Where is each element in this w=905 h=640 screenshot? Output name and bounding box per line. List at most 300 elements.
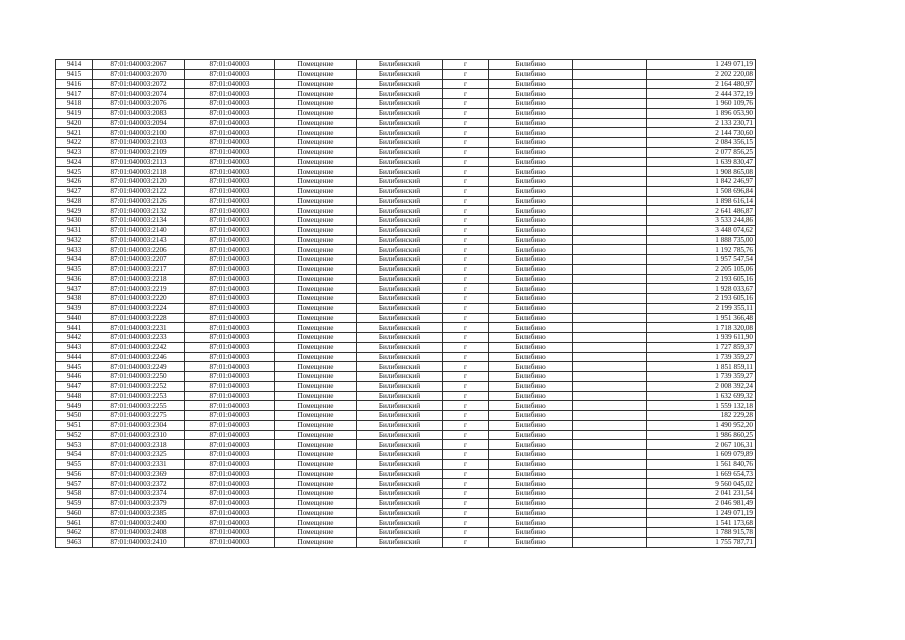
object-type: Помещение (275, 459, 357, 469)
cadastral-value: 1 939 611,90 (647, 333, 756, 343)
empty-cell (573, 216, 647, 226)
cadastral-block: 87:01:040003 (185, 284, 275, 294)
object-type: Помещение (275, 264, 357, 274)
empty-cell (573, 362, 647, 372)
district-name: Билибинский (357, 284, 443, 294)
cadastral-block: 87:01:040003 (185, 342, 275, 352)
object-type: Помещение (275, 498, 357, 508)
cadastral-value: 182 229,28 (647, 411, 756, 421)
empty-cell (573, 79, 647, 89)
cadastral-block: 87:01:040003 (185, 118, 275, 128)
empty-cell (573, 274, 647, 284)
settlement-name: Билибино (489, 498, 573, 508)
cadastral-value: 1 960 109,76 (647, 99, 756, 109)
district-name: Билибинский (357, 99, 443, 109)
cadastral-block: 87:01:040003 (185, 479, 275, 489)
cadastral-block: 87:01:040003 (185, 60, 275, 70)
empty-cell (573, 537, 647, 547)
object-type: Помещение (275, 177, 357, 187)
cadastral-value: 1 842 246,97 (647, 177, 756, 187)
settlement-name: Билибино (489, 89, 573, 99)
cadastral-value: 1 739 359,27 (647, 372, 756, 382)
settlement-type: г (443, 60, 489, 70)
table-row (56, 391, 756, 401)
settlement-type: г (443, 323, 489, 333)
row-number: 9427 (56, 186, 93, 196)
settlement-name: Билибино (489, 372, 573, 382)
row-number: 9447 (56, 381, 93, 391)
cadastral-number: 87:01:040003:2067 (93, 60, 185, 70)
empty-cell (573, 528, 647, 538)
row-number: 9416 (56, 79, 93, 89)
table-row (56, 323, 756, 333)
empty-cell (573, 157, 647, 167)
row-number: 9456 (56, 469, 93, 479)
district-name: Билибинский (357, 537, 443, 547)
cadastral-block: 87:01:040003 (185, 352, 275, 362)
empty-cell (573, 323, 647, 333)
cadastral-block: 87:01:040003 (185, 157, 275, 167)
object-type: Помещение (275, 69, 357, 79)
settlement-type: г (443, 411, 489, 421)
cadastral-number: 87:01:040003:2325 (93, 450, 185, 460)
cadastral-value: 1 609 079,89 (647, 450, 756, 460)
settlement-type: г (443, 537, 489, 547)
cadastral-block: 87:01:040003 (185, 323, 275, 333)
settlement-name: Билибино (489, 79, 573, 89)
row-number: 9419 (56, 108, 93, 118)
row-number: 9460 (56, 508, 93, 518)
empty-cell (573, 69, 647, 79)
table-row (56, 352, 756, 362)
district-name: Билибинский (357, 450, 443, 460)
district-name: Билибинский (357, 420, 443, 430)
table-row (56, 381, 756, 391)
cadastral-number: 87:01:040003:2103 (93, 138, 185, 148)
cadastral-number: 87:01:040003:2255 (93, 401, 185, 411)
settlement-name: Билибино (489, 186, 573, 196)
row-number: 9451 (56, 420, 93, 430)
empty-cell (573, 235, 647, 245)
object-type: Помещение (275, 186, 357, 196)
cadastral-block: 87:01:040003 (185, 401, 275, 411)
district-name: Билибинский (357, 391, 443, 401)
settlement-name: Билибино (489, 479, 573, 489)
cadastral-block: 87:01:040003 (185, 108, 275, 118)
settlement-name: Билибино (489, 69, 573, 79)
cadastral-value: 1 718 320,08 (647, 323, 756, 333)
cadastral-value: 1 888 735,00 (647, 235, 756, 245)
row-number: 9425 (56, 167, 93, 177)
district-name: Билибинский (357, 372, 443, 382)
cadastral-number: 87:01:040003:2070 (93, 69, 185, 79)
empty-cell (573, 206, 647, 216)
settlement-type: г (443, 450, 489, 460)
cadastral-number: 87:01:040003:2074 (93, 89, 185, 99)
district-name: Билибинский (357, 323, 443, 333)
cadastral-value: 2 164 480,97 (647, 79, 756, 89)
empty-cell (573, 245, 647, 255)
row-number: 9458 (56, 489, 93, 499)
cadastral-value: 1 788 915,78 (647, 528, 756, 538)
cadastral-number: 87:01:040003:2231 (93, 323, 185, 333)
cadastral-value: 1 249 071,19 (647, 60, 756, 70)
settlement-type: г (443, 99, 489, 109)
cadastral-block: 87:01:040003 (185, 294, 275, 304)
cadastral-block: 87:01:040003 (185, 177, 275, 187)
cadastral-number: 87:01:040003:2242 (93, 342, 185, 352)
cadastral-block: 87:01:040003 (185, 79, 275, 89)
cadastral-block: 87:01:040003 (185, 459, 275, 469)
row-number: 9426 (56, 177, 93, 187)
cadastral-value: 2 193 605,16 (647, 294, 756, 304)
settlement-type: г (443, 167, 489, 177)
row-number: 9446 (56, 372, 93, 382)
settlement-name: Билибино (489, 157, 573, 167)
cadastral-number: 87:01:040003:2228 (93, 313, 185, 323)
district-name: Билибинский (357, 498, 443, 508)
row-number: 9461 (56, 518, 93, 528)
object-type: Помещение (275, 372, 357, 382)
cadastral-number: 87:01:040003:2083 (93, 108, 185, 118)
settlement-name: Билибино (489, 138, 573, 148)
cadastral-value: 1 249 071,19 (647, 508, 756, 518)
row-number: 9421 (56, 128, 93, 138)
settlement-type: г (443, 459, 489, 469)
table-row (56, 138, 756, 148)
settlement-type: г (443, 420, 489, 430)
empty-cell (573, 518, 647, 528)
row-number: 9445 (56, 362, 93, 372)
object-type: Помещение (275, 450, 357, 460)
cadastral-number: 87:01:040003:2385 (93, 508, 185, 518)
empty-cell (573, 381, 647, 391)
cadastral-block: 87:01:040003 (185, 508, 275, 518)
cadastral-value: 2 133 230,71 (647, 118, 756, 128)
cadastral-value: 1 851 859,11 (647, 362, 756, 372)
settlement-type: г (443, 147, 489, 157)
district-name: Билибинский (357, 69, 443, 79)
settlement-type: г (443, 294, 489, 304)
table-body (56, 60, 756, 548)
table-row (56, 255, 756, 265)
cadastral-value: 2 193 605,16 (647, 274, 756, 284)
row-number: 9455 (56, 459, 93, 469)
empty-cell (573, 264, 647, 274)
object-type: Помещение (275, 79, 357, 89)
cadastral-number: 87:01:040003:2072 (93, 79, 185, 89)
cadastral-block: 87:01:040003 (185, 147, 275, 157)
empty-cell (573, 498, 647, 508)
table-row (56, 245, 756, 255)
table-row (56, 186, 756, 196)
table-row (56, 459, 756, 469)
row-number: 9429 (56, 206, 93, 216)
object-type: Помещение (275, 508, 357, 518)
cadastral-block: 87:01:040003 (185, 255, 275, 265)
table-row (56, 430, 756, 440)
settlement-type: г (443, 138, 489, 148)
cadastral-block: 87:01:040003 (185, 362, 275, 372)
row-number: 9440 (56, 313, 93, 323)
settlement-name: Билибино (489, 118, 573, 128)
empty-cell (573, 469, 647, 479)
settlement-type: г (443, 89, 489, 99)
object-type: Помещение (275, 206, 357, 216)
settlement-name: Билибино (489, 381, 573, 391)
table-row (56, 528, 756, 538)
table-row (56, 69, 756, 79)
settlement-type: г (443, 342, 489, 352)
cadastral-block: 87:01:040003 (185, 216, 275, 226)
district-name: Билибинский (357, 167, 443, 177)
cadastral-number: 87:01:040003:2113 (93, 157, 185, 167)
settlement-name: Билибино (489, 255, 573, 265)
table-row (56, 518, 756, 528)
object-type: Помещение (275, 391, 357, 401)
table-row (56, 508, 756, 518)
district-name: Билибинский (357, 206, 443, 216)
table-row (56, 450, 756, 460)
object-type: Помещение (275, 147, 357, 157)
row-number: 9444 (56, 352, 93, 362)
settlement-name: Билибино (489, 284, 573, 294)
district-name: Билибинский (357, 225, 443, 235)
row-number: 9457 (56, 479, 93, 489)
cadastral-number: 87:01:040003:2120 (93, 177, 185, 187)
empty-cell (573, 333, 647, 343)
empty-cell (573, 99, 647, 109)
cadastral-value: 1 898 616,14 (647, 196, 756, 206)
cadastral-block: 87:01:040003 (185, 167, 275, 177)
empty-cell (573, 294, 647, 304)
cadastral-number: 87:01:040003:2246 (93, 352, 185, 362)
row-number: 9463 (56, 537, 93, 547)
district-name: Билибинский (357, 128, 443, 138)
cadastral-block: 87:01:040003 (185, 498, 275, 508)
table-row (56, 420, 756, 430)
cadastral-block: 87:01:040003 (185, 313, 275, 323)
cadastral-block: 87:01:040003 (185, 235, 275, 245)
district-name: Билибинский (357, 333, 443, 343)
settlement-type: г (443, 284, 489, 294)
cadastral-block: 87:01:040003 (185, 528, 275, 538)
object-type: Помещение (275, 108, 357, 118)
row-number: 9450 (56, 411, 93, 421)
district-name: Билибинский (357, 274, 443, 284)
district-name: Билибинский (357, 508, 443, 518)
district-name: Билибинский (357, 469, 443, 479)
table-row (56, 60, 756, 70)
row-number: 9431 (56, 225, 93, 235)
cadastral-block: 87:01:040003 (185, 245, 275, 255)
empty-cell (573, 303, 647, 313)
settlement-type: г (443, 206, 489, 216)
settlement-name: Билибино (489, 264, 573, 274)
object-type: Помещение (275, 60, 357, 70)
cadastral-block: 87:01:040003 (185, 264, 275, 274)
settlement-name: Билибино (489, 225, 573, 235)
district-name: Билибинский (357, 79, 443, 89)
settlement-type: г (443, 333, 489, 343)
cadastral-number: 87:01:040003:2100 (93, 128, 185, 138)
cadastral-number: 87:01:040003:2220 (93, 294, 185, 304)
settlement-name: Билибино (489, 128, 573, 138)
settlement-type: г (443, 264, 489, 274)
table-row (56, 157, 756, 167)
cadastral-number: 87:01:040003:2076 (93, 99, 185, 109)
settlement-name: Билибино (489, 274, 573, 284)
object-type: Помещение (275, 167, 357, 177)
cadastral-block: 87:01:040003 (185, 469, 275, 479)
cadastral-value: 1 755 787,71 (647, 537, 756, 547)
table-row (56, 440, 756, 450)
settlement-type: г (443, 245, 489, 255)
table-row (56, 479, 756, 489)
settlement-type: г (443, 108, 489, 118)
district-name: Билибинский (357, 118, 443, 128)
district-name: Билибинский (357, 528, 443, 538)
district-name: Билибинский (357, 362, 443, 372)
district-name: Билибинский (357, 459, 443, 469)
district-name: Билибинский (357, 177, 443, 187)
cadastral-number: 87:01:040003:2219 (93, 284, 185, 294)
table-row (56, 99, 756, 109)
row-number: 9418 (56, 99, 93, 109)
cadastral-block: 87:01:040003 (185, 186, 275, 196)
district-name: Билибинский (357, 313, 443, 323)
settlement-name: Билибино (489, 528, 573, 538)
settlement-name: Билибино (489, 245, 573, 255)
settlement-type: г (443, 440, 489, 450)
table-row (56, 313, 756, 323)
empty-cell (573, 508, 647, 518)
settlement-name: Билибино (489, 167, 573, 177)
district-name: Билибинский (357, 381, 443, 391)
cadastral-block: 87:01:040003 (185, 430, 275, 440)
cadastral-block: 87:01:040003 (185, 440, 275, 450)
table-row (56, 225, 756, 235)
row-number: 9415 (56, 69, 93, 79)
object-type: Помещение (275, 528, 357, 538)
empty-cell (573, 459, 647, 469)
object-type: Помещение (275, 157, 357, 167)
settlement-name: Билибино (489, 352, 573, 362)
settlement-name: Билибино (489, 518, 573, 528)
object-type: Помещение (275, 128, 357, 138)
cadastral-number: 87:01:040003:2094 (93, 118, 185, 128)
empty-cell (573, 255, 647, 265)
cadastral-value: 1 639 830,47 (647, 157, 756, 167)
district-name: Билибинский (357, 411, 443, 421)
settlement-type: г (443, 196, 489, 206)
settlement-name: Билибино (489, 196, 573, 206)
cadastral-number: 87:01:040003:2224 (93, 303, 185, 313)
table-row (56, 411, 756, 421)
row-number: 9437 (56, 284, 93, 294)
cadastral-block: 87:01:040003 (185, 206, 275, 216)
settlement-type: г (443, 372, 489, 382)
settlement-type: г (443, 157, 489, 167)
district-name: Билибинский (357, 245, 443, 255)
object-type: Помещение (275, 245, 357, 255)
district-name: Билибинский (357, 147, 443, 157)
district-name: Билибинский (357, 89, 443, 99)
row-number: 9442 (56, 333, 93, 343)
empty-cell (573, 411, 647, 421)
settlement-name: Билибино (489, 294, 573, 304)
cadastral-block: 87:01:040003 (185, 518, 275, 528)
object-type: Помещение (275, 284, 357, 294)
settlement-name: Билибино (489, 216, 573, 226)
cadastral-number: 87:01:040003:2218 (93, 274, 185, 284)
district-name: Билибинский (357, 196, 443, 206)
settlement-name: Билибино (489, 177, 573, 187)
cadastral-number: 87:01:040003:2372 (93, 479, 185, 489)
settlement-name: Билибино (489, 303, 573, 313)
settlement-name: Билибино (489, 440, 573, 450)
district-name: Билибинский (357, 186, 443, 196)
settlement-name: Билибино (489, 362, 573, 372)
empty-cell (573, 391, 647, 401)
empty-cell (573, 167, 647, 177)
cadastral-block: 87:01:040003 (185, 381, 275, 391)
object-type: Помещение (275, 235, 357, 245)
registry-table (55, 59, 756, 548)
settlement-name: Билибино (489, 108, 573, 118)
cadastral-number: 87:01:040003:2310 (93, 430, 185, 440)
cadastral-block: 87:01:040003 (185, 537, 275, 547)
table-row (56, 284, 756, 294)
table-row (56, 89, 756, 99)
cadastral-value: 1 896 053,90 (647, 108, 756, 118)
settlement-name: Билибино (489, 342, 573, 352)
cadastral-value: 1 508 696,84 (647, 186, 756, 196)
cadastral-value: 1 928 033,67 (647, 284, 756, 294)
district-name: Билибинский (357, 479, 443, 489)
cadastral-value: 2 205 105,06 (647, 264, 756, 274)
cadastral-value: 1 561 840,76 (647, 459, 756, 469)
settlement-type: г (443, 303, 489, 313)
district-name: Билибинский (357, 108, 443, 118)
empty-cell (573, 128, 647, 138)
settlement-type: г (443, 186, 489, 196)
cadastral-number: 87:01:040003:2250 (93, 372, 185, 382)
cadastral-number: 87:01:040003:2379 (93, 498, 185, 508)
settlement-name: Билибино (489, 469, 573, 479)
settlement-type: г (443, 508, 489, 518)
cadastral-value: 1 632 699,32 (647, 391, 756, 401)
object-type: Помещение (275, 216, 357, 226)
empty-cell (573, 450, 647, 460)
cadastral-block: 87:01:040003 (185, 489, 275, 499)
cadastral-number: 87:01:040003:2400 (93, 518, 185, 528)
settlement-name: Билибино (489, 411, 573, 421)
empty-cell (573, 118, 647, 128)
settlement-name: Билибино (489, 60, 573, 70)
settlement-name: Билибино (489, 391, 573, 401)
cadastral-value: 1 986 860,25 (647, 430, 756, 440)
cadastral-block: 87:01:040003 (185, 372, 275, 382)
cadastral-value: 1 490 952,20 (647, 420, 756, 430)
table-row (56, 79, 756, 89)
empty-cell (573, 489, 647, 499)
settlement-type: г (443, 225, 489, 235)
district-name: Билибинский (357, 216, 443, 226)
row-number: 9462 (56, 528, 93, 538)
cadastral-value: 2 199 355,11 (647, 303, 756, 313)
empty-cell (573, 177, 647, 187)
